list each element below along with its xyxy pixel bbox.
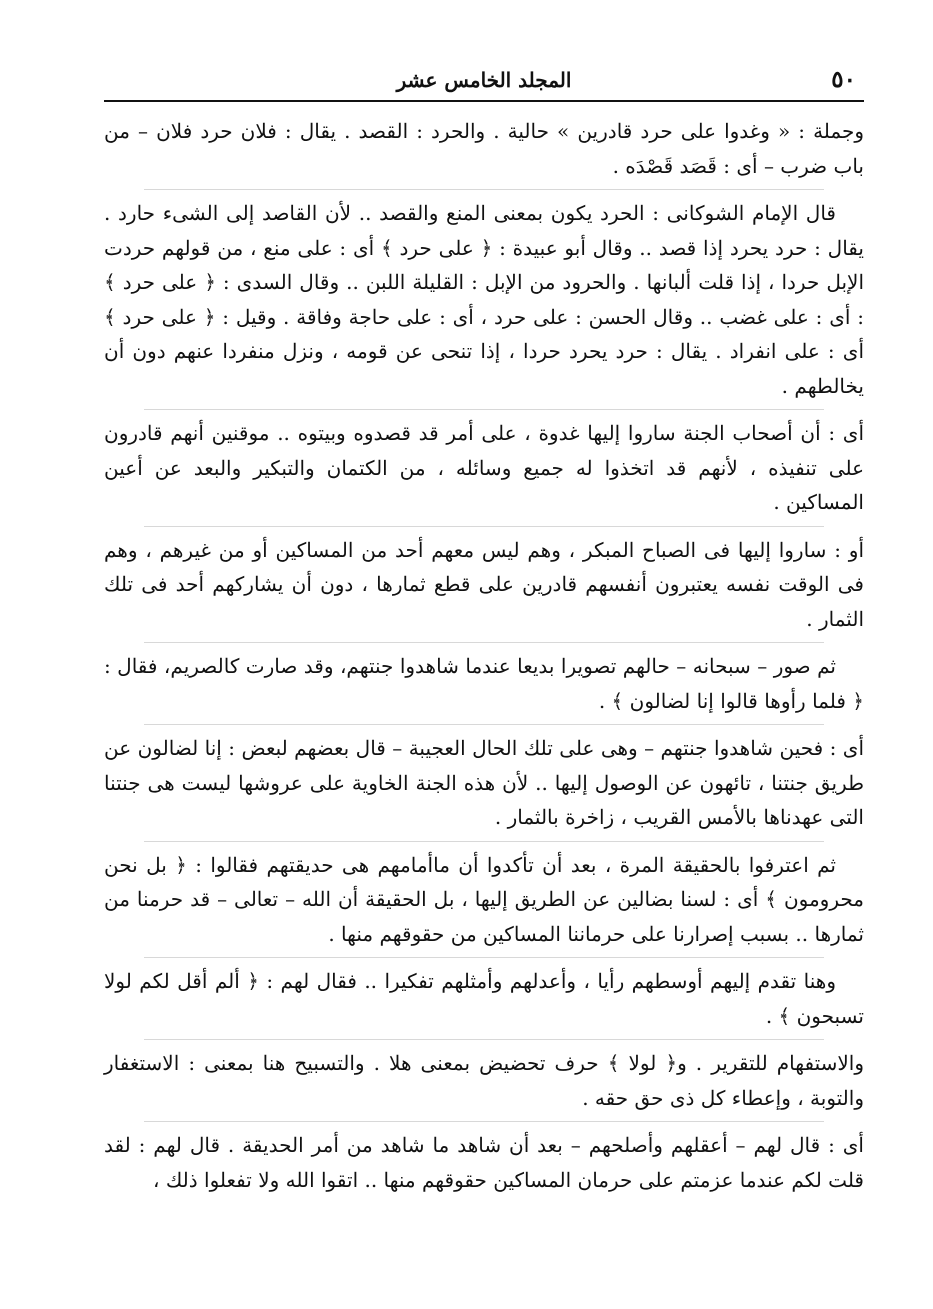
paragraph-separator [144, 957, 824, 958]
paragraph-separator [144, 841, 824, 842]
paragraph-7: ثم اعترفوا بالحقيقة المرة ، بعد أن تأكدوا أن ماأمامهم هى حديقتهم فقالوا : ﴿ بل نحن محرومون ﴾ أى : لسنا بضالين عن الطريق إليها ، بل الحقيقة أن الله – تعالى – قد حرمنا من ثمارها .. بسبب إصرارنا على حرماننا المساكين من حقوقهم منها . [104, 852, 864, 946]
page-body [104, 114, 864, 1197]
paragraph-3: أى : أن أصحاب الجنة ساروا إليها غدوة ، على أمر قد قصدوه وبيتوه .. موقنين أنهم قادرون على تنفيذه ، لأنهم قد اتخذوا له جميع وسائله ، من الكتمان والتبكير والبعد عن أعين المساكين . [104, 421, 864, 514]
paragraph-4: أو : ساروا إليها فى الصباح المبكر ، وهم ليس معهم أحد من المساكين أو من غيرهم ، وهم فى الوقت نفسه يعتبرون أنفسهم قادرين على قطع ثمارها ، دون أن يشاركهم أحد فى تلك الثمار . [104, 537, 864, 631]
paragraph-separator [144, 189, 824, 190]
paragraph-separator [144, 409, 824, 410]
paragraph-separator [144, 1121, 824, 1122]
paragraph-9: والاستفهام للتقرير . و﴿ لولا ﴾ حرف تحضيض بمعنى هلا . والتسبيح هنا بمعنى : الاستغفار والتوبة ، وإعطاء كل ذى حق حقه . [104, 1051, 864, 1110]
paragraph-separator [144, 724, 824, 725]
paragraph-separator [144, 1039, 824, 1040]
paragraph-1: وجملة : « وغدوا على حرد قادرين » حالية . والحرد : القصد . يقال : فلان حرد فلان – من باب ضرب – أى : قَصَد قَصْدَه . [104, 119, 864, 178]
paragraph-separator [144, 642, 824, 643]
page-header [104, 60, 864, 102]
paragraph-10: أى : قال لهم – أعقلهم وأصلحهم – بعد أن شاهد ما شاهد من أمر الحديقة . قال لهم : لقد قلت لكم عندما عزمتم على حرمان المساكين حقوقهم منها .. اتقوا الله ولا تفعلوا ذلك ، [104, 1133, 864, 1192]
paragraph-6: أى : فحين شاهدوا جنتهم – وهى على تلك الحال العجيبة – قال بعضهم لبعض : إنا لضالون عن طريق جنتنا ، تائهون عن الوصول إليها .. لأن هذه الجنة الخاوية على عروشها ليست هى جنتنا التى عهدناها بالأمس القريب ، زاخرة بالثمار . [104, 736, 864, 829]
paragraph-2: قال الإمام الشوكانى : الحرد يكون بمعنى المنع والقصد .. لأن القاصد إلى الشىء حارد . يقال : حرد يحرد إذا قصد .. وقال أبو عبيدة : ﴿ على حرد ﴾ أى : على منع ، من قولهم حردت الإبل حردا ، إذا قلت ألبانها . والحرود من الإبل : القليلة اللبن .. وقال السدى : ﴿ على حرد ﴾ : أى : على غضب .. وقال الحسن : على حرد ، أى : على حاجة وفاقة . وقيل : ﴿ على حرد ﴾ أى : على انفراد . يقال : حرد يحرد حردا ، إذا تنحى عن قومه ، ونزل منفردا عنهم دون أن يخالطهم . [104, 201, 864, 398]
paragraph-8: وهنا تقدم إليهم أوسطهم رأيا ، وأعدلهم وأمثلهم تفكيرا .. فقال لهم : ﴿ ألم أقل لكم لولا تسبحون ﴾ . [104, 969, 864, 1028]
paragraph-5: ثم صور – سبحانه – حالهم تصويرا بديعا عندما شاهدوا جنتهم، وقد صارت كالصريم، فقال : ﴿ فلما رأوها قالوا إنا لضالون ﴾ . [104, 654, 864, 713]
running-title: المجلد الخامس عشر [396, 68, 572, 92]
paragraph-separator [144, 526, 824, 527]
book-page [104, 60, 864, 1203]
page-number: ٥٠ [831, 66, 856, 93]
